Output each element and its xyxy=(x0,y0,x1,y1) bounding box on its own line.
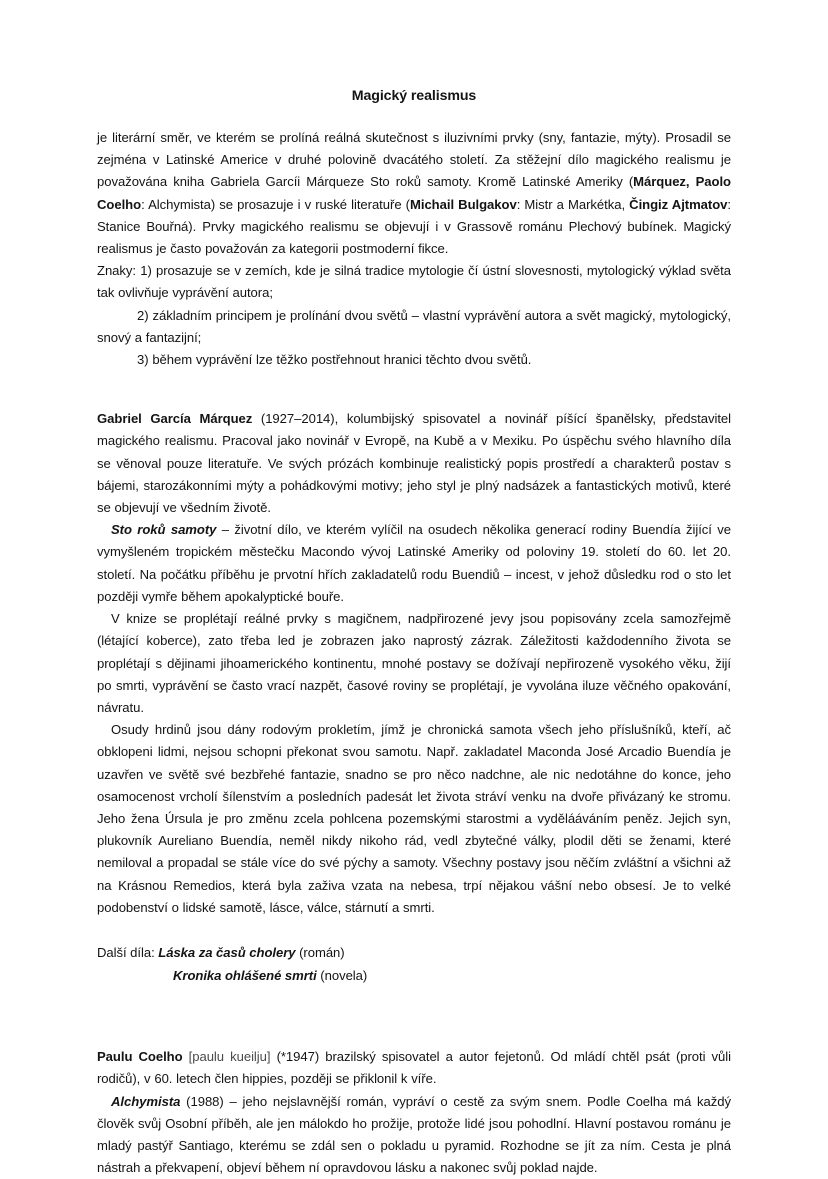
further-works-line-1 xyxy=(97,942,731,965)
znaky-item-1: Znaky: 1) prosazuje se v zemích, kde je silná tradice mytologie čí ústní slovesnosti, mytologický výklad světa tak ovlivňuje vyprávění autora; xyxy=(97,263,731,301)
coelho-author-name: Paulu Coelho xyxy=(97,1049,183,1065)
section-gap-3 xyxy=(97,987,731,1024)
intro-bold-ajtmatov: Čingiz Ajtmatov xyxy=(629,196,728,212)
intro-segment-3: : Mistr a Markétka, xyxy=(516,196,630,212)
marquez-author-name: Gabriel García Márquez xyxy=(97,411,253,427)
marquez-novel-title: Sto roků samoty xyxy=(111,522,217,538)
marquez-novel-paragraph xyxy=(97,519,731,608)
section-gap-2 xyxy=(97,919,731,942)
page-title: Magický realismus xyxy=(351,88,477,104)
further-works-type-1: (román) xyxy=(295,944,345,960)
intro-segment-4: : Stanice Bouřná). Prvky magického realismu se objevují i v Grassově románu Plechový bubínek. Magický realismus je často považován za kategorii postmoderní fikce. xyxy=(97,196,731,257)
intro-segment-1: je literární směr, ve kterém se prolíná reálná skutečnost s iluzivními prvky (sny, fantazie, mýty). Prosadil se zejména v Latinské Americe v druhé polovině dvacátého století. Za stěžejní dílo magického realismu je považována kniha Gabriela Garcíi Márqueze Sto roků samoty. Kromě Latinské Ameriky ( xyxy=(97,130,731,190)
section-gap-4 xyxy=(97,1024,731,1046)
coelho-bio-text: (*1947) brazilský spisovatel a autor fejetonů. Od mládí chtěl psát (proti vůli rodičů), v 60. letech člen hippies, později se přiklonil k víře. xyxy=(97,1049,732,1087)
znaky-item-3: 3) během vyprávění lze těžko postřehnout hranici těchto dvou světů. xyxy=(137,352,532,368)
marquez-bio-paragraph xyxy=(97,408,731,519)
coelho-bio-paragraph xyxy=(97,1046,731,1090)
intro-segment-2: : Alchymista) se prosazuje i v ruské literatuře ( xyxy=(141,196,410,212)
marquez-novel-text: – životní dílo, ve kterém vylíčil na osudech několika generací rodiny Buendía žijící ve vymyšleném tropickém městečku Macondo vývoj Latinské Ameriky od poloviny 19. století do 60. let 20. století. Na počátku příběhu je prvotní hřích zakladatelů rodu Buendiů – incest, v jehož důsledku rod o sto let později vymře během apokalyptické bouře. xyxy=(97,522,731,604)
coelho-novel-paragraph xyxy=(97,1091,731,1179)
intro-bold-marquez-coelho: Márquez, Paolo Coelho xyxy=(97,174,731,212)
coelho-phonetic-transcription: [paulu kueilju] xyxy=(182,1049,271,1065)
marquez-fate-paragraph: Osudy hrdinů jsou dány rodovým prokletím, jímž je chronická samota všech jeho příslušníků, kteří, ač obklopeni lidmi, nejsou schopni překonat svou samotu. Např. zakladatel Maconda José Arcadio Buendía je uzavřen ve světě své bezbřehé fantazie, snadno se pro něco nadchne, ale nic nedotáhne do konce, jeho osamocenost vrcholí šílenstvím a posledních padesát let života stráví venku na dvoře přivázaný ke stromu. Jeho žena Úrsula je pro změnu zcela pohlcena pozemskými starostmi a vydělááváním peněz. Jejich syn, plukovník Aureliano Buendía, neměl nikdy nikoho rád, vedl zbytečné války, plodil děti se ženami, které nemiloval a propadal se stále více do své pýchy a samoty. Všechny postavy jsou něčím zvláštní a všichni až na Krásnou Remedios, která byla zaživa vzata na nebesa, trpí nějakou vášní nebo obsesí. Je to velké podobenství o lidské samotě, lásce, válce, stárnutí a smrti. xyxy=(97,722,731,915)
znaky-item-2: 2) základním principem je prolínání dvou světů – vlastní vyprávění autora a svět magický, mytologický, snový a fantazijní; xyxy=(97,307,731,345)
intro-paragraph xyxy=(97,127,731,260)
further-works-type-2: (novela) xyxy=(316,967,368,983)
further-works-title-2: Kronika ohlášené smrti xyxy=(173,967,317,983)
further-works-title-1: Láska za časů cholery xyxy=(158,944,296,960)
marquez-magic-paragraph: V knize se proplétají reálné prvky s magičnem, nadpřirozené jevy jsou popisovány zcela samozřejmě (létající koberce), zato třeba led je zobrazen jako naprostý zázrak. Záležitosti každodenního života se proplétají s dějinami jihoamerického kontinentu, mnohé postavy se dožívají nepřirozeně vysokého věku, žijí po smrti, vyprávění se často vrací nazpět, časové roviny se proplétají, je vyvolána iluze věčného opakování, návratu. xyxy=(97,611,731,715)
section-gap-1 xyxy=(97,371,731,408)
further-works-label: Další díla: xyxy=(97,944,159,960)
coelho-novel-title: Alchymista xyxy=(111,1093,181,1109)
coelho-novel-text: (1988) – jeho nejslavnější román, vypráví o cestě za svým snem. Podle Coelha má každý člověk svůj Osobní příběh, ale jen málokdo ho prožije, protože lidé jsou pohodlní. Hlavní postavou románu je mladý pastýř Santiago, kterému se zdál sen o pokladu u pyramid. Rozhodne se jít za ním. Cesta je plná nástrah a překvapení, objeví během ní opravdovou lásku a nakonec svůj poklad najde. xyxy=(97,1093,731,1176)
intro-bold-bulgakov: Michail Bulgakov xyxy=(410,196,517,212)
further-works-line-2 xyxy=(97,965,731,988)
marquez-bio-text: (1927–2014), kolumbijský spisovatel a novinář píšící španělsky, představitel magického realismu. Pracoval jako novinář v Evropě, na Kubě a v Mexiku. Po úspěchu svého hlavního díla se věnoval pouze literatuře. Ve svých prózách kombinuje realistický popis prostředí a charakterů postav s bájemi, starozákonními mýty a pohádkovými motivy; jeho styl je plný nadsázek a fantastických motivů, které se objevují ve všedním životě. xyxy=(97,411,732,516)
